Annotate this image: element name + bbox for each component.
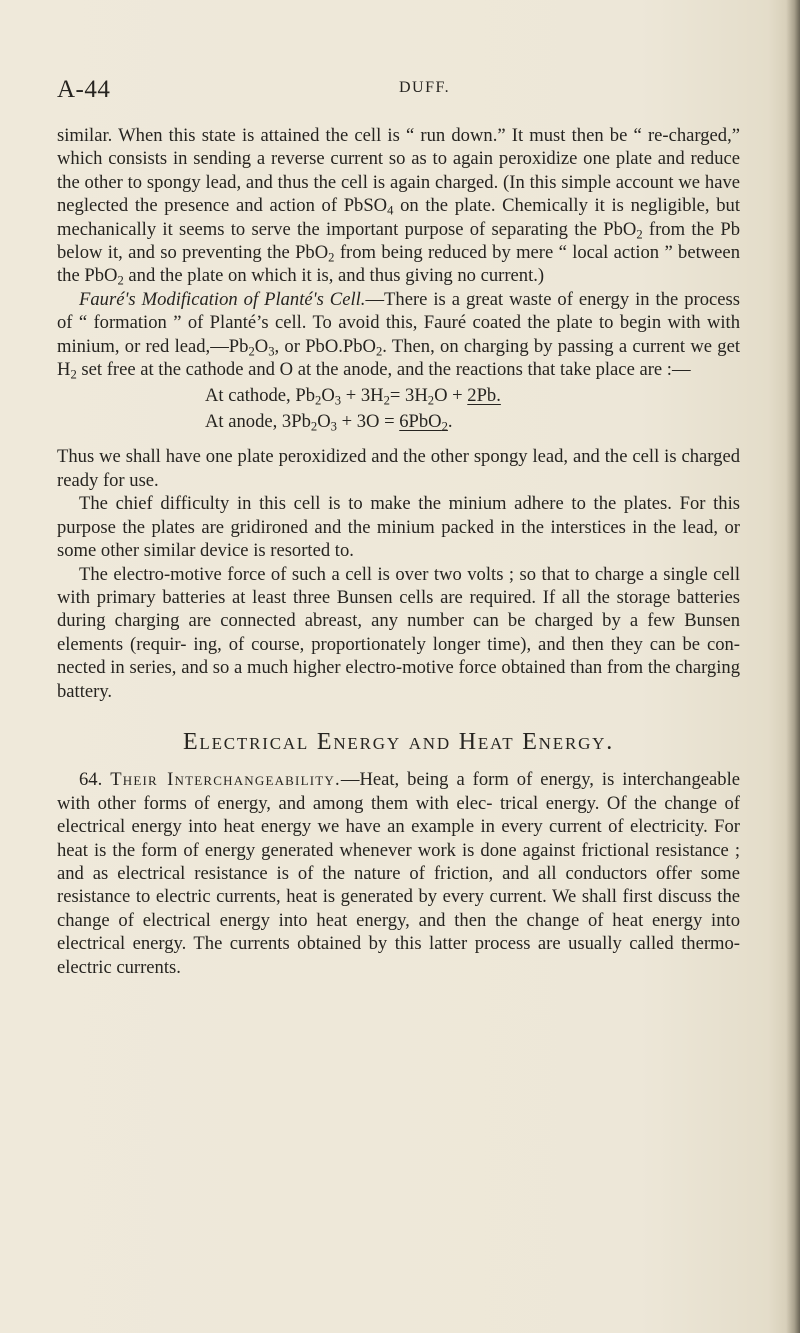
paragraph-run-down: similar. When this state is attained the cell is “ run down.” It must then be “ re-charged,” which consists in sending a reverse current so as to again peroxidize one plate and reduce the other to spongy lead, and thus the cell is again charged. (In this simple account we have neglected the presence and action of PbSO$_4$ on the plate. Chemically it is negligible, but mechanically it seems to serve the important purpose of separating the PbO$_2$ from the Pb below it, and so preventing the PbO$_2$ from being reduced by mere “ local action ” between the PbO$_2$ and the plate on which it is, and thus giving no current.) xyxy=(57,125,740,288)
paragraph-peroxidized: Thus we shall have one plate peroxidized and the other spongy lead, and the cell is charged ready for use. xyxy=(57,446,740,491)
page-number: A-44 xyxy=(57,76,111,103)
page-body xyxy=(57,124,740,979)
paragraph-electromotive-force: The electro-motive force of such a cell is over two volts ; so that to charge a single cell with primary batteries at least three Bunsen cells are required. If all the storage batteries during charging are connected abreast, any number can be charged by a few Bunsen elements (requir- ing, of course, proportionately longer time), and then they can be con- nected in series, and so a much higher electro-motive force obtained than from the charging battery. xyxy=(57,563,740,702)
paragraph-number: 64. xyxy=(79,769,103,791)
running-head xyxy=(57,76,737,106)
equation-cathode: At cathode, $Pb_2O_3 + 3H_2= 3H_2O + 2Pb$. xyxy=(205,385,501,408)
paragraph-faure-modification: Fauré's Modification of Planté's Cell.—There is a great waste of energy in the process of “ formation ” of Planté’s cell. To avoid this, Fauré coated the plate to begin with with minium, or red $lead,—Pb_2O_3$, or PbO.PbO$_2$. Then, on charging by passing a current we get $H_2$ set free at the cathode and O at the anode, and the reactions that take place are :— xyxy=(57,288,740,382)
equation-anode: At anode, $3Pb_2O_3 + 3O = 6PbO_2$. xyxy=(205,411,453,434)
running-head-author: DUFF. xyxy=(399,79,451,96)
section-heading: Electrical Energy and Heat Energy. xyxy=(182,728,615,755)
paragraph-64: 64. Their Interchangeability.—Heat, being a form of energy, is interchangeable with other forms of energy, and among them with elec- trical energy. Of the change of electrical energy into heat energy we have an example in every current of electricity. For heat is the form of energy generated whenever work is done against frictional resistance ; and as electrical resistance is of the nature of friction, and all conductors offer some resistance to electric currents, heat is generated by every current. We shall first discuss the change of electrical energy into heat energy, and then the change of heat energy into electrical energy. The currents obtained by this latter process are usually called thermo-electric currents. xyxy=(57,769,740,978)
page-edge-shadow xyxy=(786,0,800,1333)
paragraph-chief-difficulty: The chief difficulty in this cell is to make the minium adhere to the plates. For this purpose the plates are gridironed and the minium packed in the interstices in the lead, or some other similar device is resorted to. xyxy=(57,493,740,562)
faure-heading: Fauré's Modification of Planté's Cell. xyxy=(79,288,366,310)
paragraph-64-heading: Their Interchangeability. xyxy=(110,769,341,791)
